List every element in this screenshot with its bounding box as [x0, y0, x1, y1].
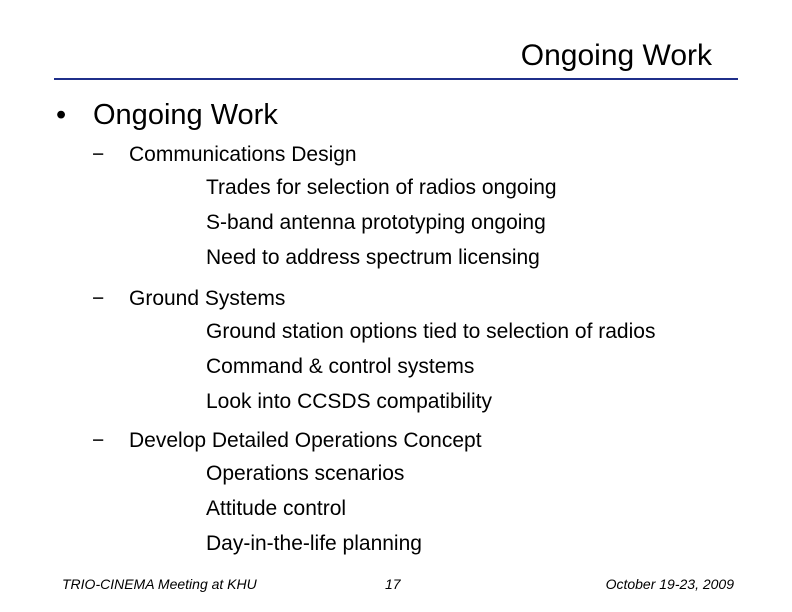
- detail-item: Look into CCSDS compatibility: [206, 390, 492, 413]
- footer-page-number: 17: [385, 576, 401, 592]
- title-divider: [54, 78, 738, 80]
- section-ground-systems: [92, 284, 752, 419]
- detail-item: Command & control systems: [206, 355, 475, 378]
- detail-item: Day-in-the-life planning: [206, 532, 422, 555]
- detail-item: Ground station options tied to selection of radios: [206, 320, 656, 343]
- dash-marker: −: [92, 429, 105, 452]
- dash-marker: −: [92, 143, 105, 166]
- section-heading-text: Communications Design: [129, 143, 357, 166]
- bullet-dot: •: [56, 99, 67, 131]
- section-operations-concept: [92, 426, 752, 561]
- section-communications-design: [92, 140, 752, 275]
- section-heading: [92, 284, 752, 314]
- section-heading: [92, 140, 752, 170]
- detail-item: Trades for selection of radios ongoing: [206, 176, 557, 199]
- dash-marker: −: [92, 287, 105, 310]
- footer-date: October 19-23, 2009: [605, 576, 734, 592]
- section-heading-text: Ground Systems: [129, 287, 286, 310]
- section-heading-text: Develop Detailed Operations Concept: [129, 429, 482, 452]
- main-bullet-text: Ongoing Work: [93, 99, 278, 131]
- slide-title: Ongoing Work: [520, 39, 712, 72]
- detail-item: S-band antenna prototyping ongoing: [206, 211, 546, 234]
- main-bullet: [56, 95, 278, 135]
- detail-item: Need to address spectrum licensing: [206, 246, 540, 269]
- detail-item: Operations scenarios: [206, 462, 405, 485]
- footer-event: TRIO-CINEMA Meeting at KHU: [62, 576, 257, 592]
- detail-item: Attitude control: [206, 497, 347, 520]
- section-heading: [92, 426, 752, 456]
